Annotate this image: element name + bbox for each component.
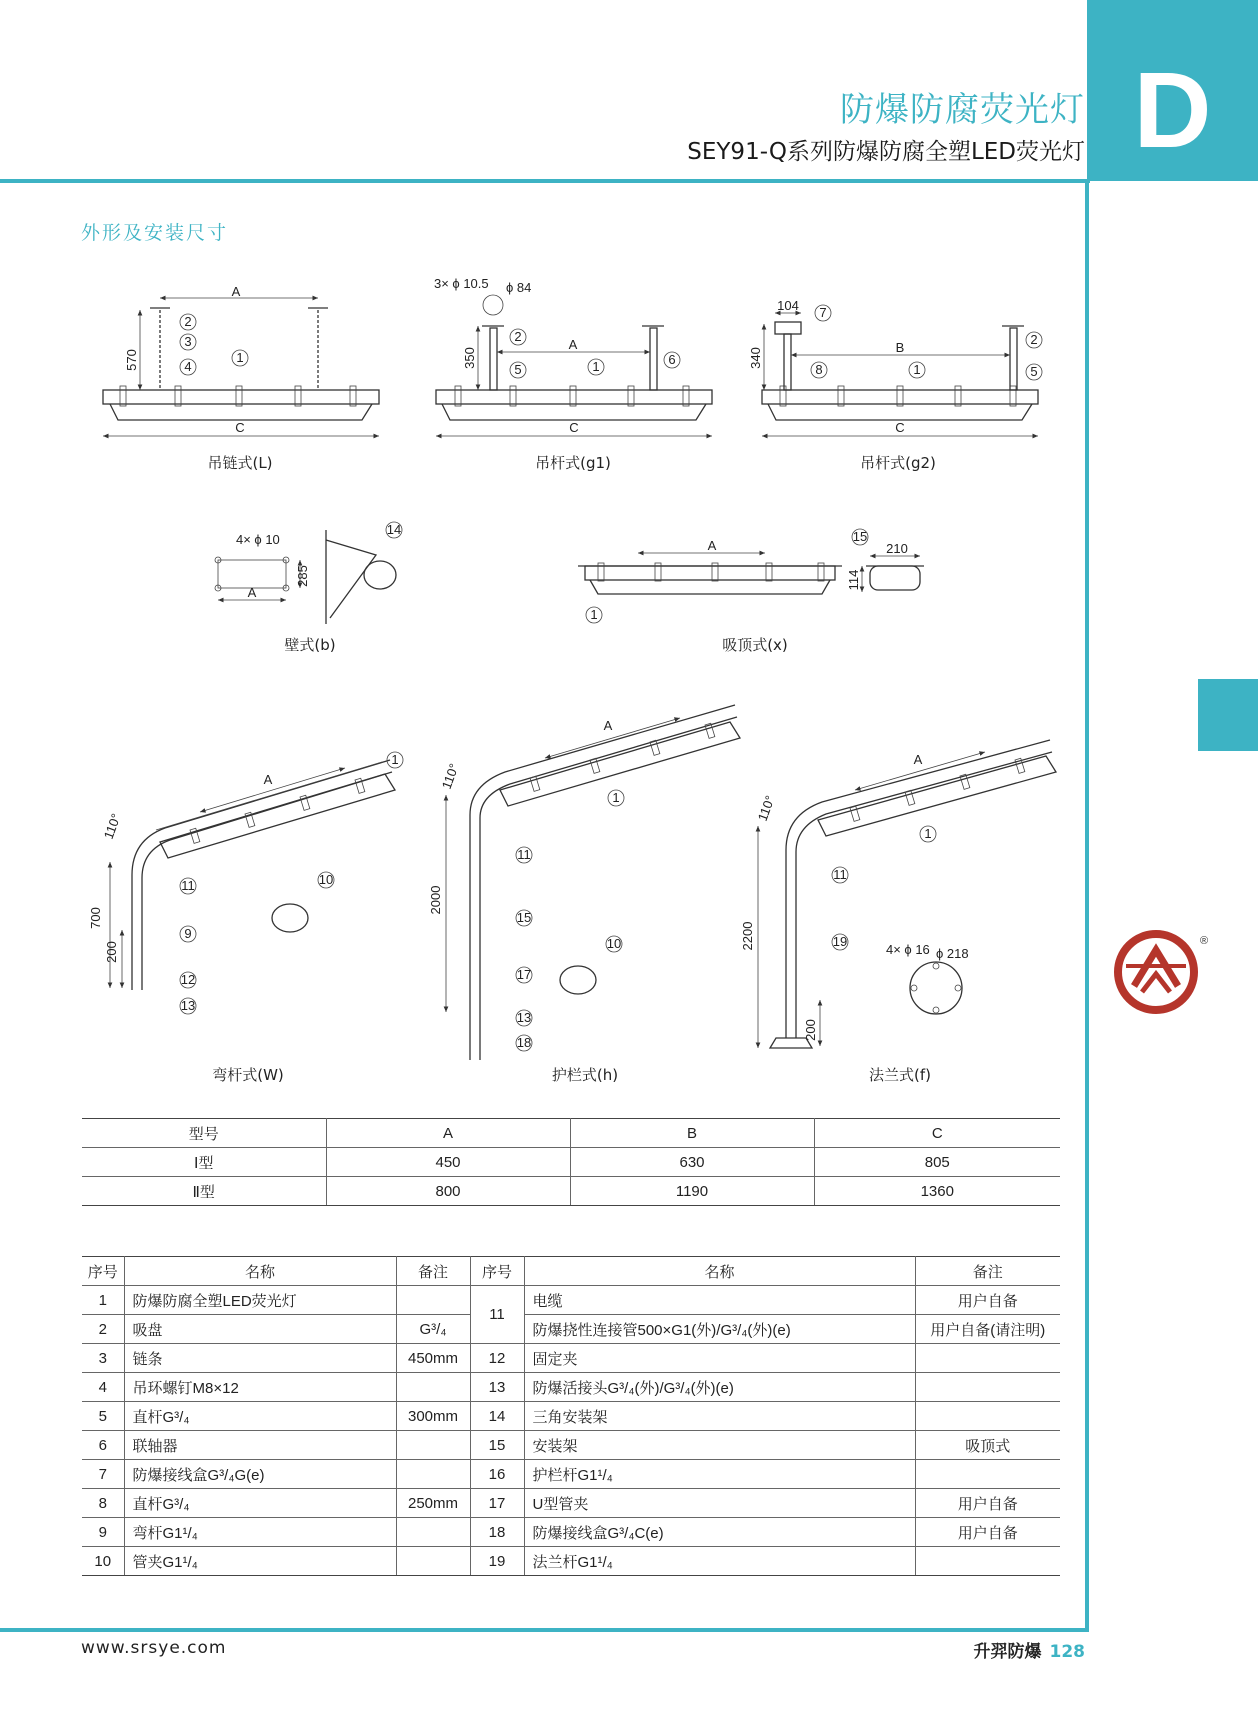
fig-w-callout-11: 11 <box>181 878 195 893</box>
fig-f-angle: 110° <box>754 793 778 824</box>
fig-l-caption: 吊链式(L) <box>207 454 273 472</box>
fig-l-dim-a: A <box>231 284 241 299</box>
dim-cell: Ⅱ型 <box>82 1177 326 1206</box>
fig-g1-callout-1: 1 <box>592 359 600 374</box>
part-note <box>396 1373 470 1402</box>
part-note: 用户自备 <box>915 1489 1060 1518</box>
table-row <box>82 1431 1060 1460</box>
fig-b-holes: 4× ϕ 10 <box>236 532 280 547</box>
part-note: G³/₄ <box>396 1315 470 1344</box>
part-note <box>915 1547 1060 1576</box>
part-no: 4 <box>82 1373 124 1402</box>
table-row <box>82 1402 1060 1431</box>
part-note <box>915 1344 1060 1373</box>
table-row <box>82 1177 1060 1206</box>
footer-url[interactable]: www.srsye.com <box>81 1638 227 1658</box>
fig-f-callout-1: 1 <box>924 826 932 841</box>
fig-w-h1: 700 <box>88 907 103 929</box>
part-no: 7 <box>82 1460 124 1489</box>
fig-g1-callout-5: 5 <box>514 362 522 377</box>
part-note <box>915 1460 1060 1489</box>
fig-x-callout-15: 15 <box>852 529 868 544</box>
parts-header-note-2: 备注 <box>915 1257 1060 1286</box>
fig-g2-dim-b: B <box>895 340 905 355</box>
fig-h-callout-13: 13 <box>516 1010 532 1025</box>
table-row <box>82 1148 1060 1177</box>
part-note <box>396 1431 470 1460</box>
fig-l-callout-1: 1 <box>236 350 244 365</box>
dim-header-c: C <box>814 1119 1060 1148</box>
fig-g2-caption: 吊杆式(g2) <box>860 454 936 472</box>
fig-f-h2: 200 <box>803 1019 818 1041</box>
part-no: 10 <box>82 1547 124 1576</box>
fig-g1-caption: 吊杆式(g1) <box>535 454 611 472</box>
part-no: 2 <box>82 1315 124 1344</box>
part-name: 直杆G³/₄ <box>124 1489 396 1518</box>
fig-h-callout-15: 15 <box>516 910 532 925</box>
fig-g1-dia: ϕ 84 <box>506 280 532 295</box>
fig-g2-dim-c: C <box>895 420 905 435</box>
fig-w-callout-1: 1 <box>391 752 399 767</box>
fig-h-callout-10: 10 <box>606 936 622 951</box>
fig-g2-callout-1: 1 <box>913 362 921 377</box>
fig-f-callout-11: 11 <box>833 867 847 882</box>
dim-header-b: B <box>570 1119 814 1148</box>
part-name: 安装架 <box>524 1431 915 1460</box>
dimension-table <box>82 1118 1060 1206</box>
dim-cell: 1360 <box>814 1177 1060 1206</box>
figure-chain-mount <box>103 284 379 472</box>
parts-header-note: 备注 <box>396 1257 470 1286</box>
fig-w-angle: 110° <box>100 811 124 842</box>
section-letter: D <box>1133 49 1212 170</box>
part-note: 250mm <box>396 1489 470 1518</box>
figure-bent-pole-mount <box>88 752 403 1084</box>
part-no: 6 <box>82 1431 124 1460</box>
fig-g1-callout-6: 6 <box>668 352 676 367</box>
part-name: 固定夹 <box>524 1344 915 1373</box>
fig-b-dim-a: A <box>247 585 257 600</box>
fig-w-h2: 200 <box>104 941 119 963</box>
part-name: 链条 <box>124 1344 396 1373</box>
fig-x-height: 114 <box>846 569 861 591</box>
fig-g1-callout-2: 2 <box>514 329 522 344</box>
fig-w-callout-12: 12 <box>180 972 196 987</box>
dim-cell: Ⅰ型 <box>82 1148 326 1177</box>
dim-header-model: 型号 <box>82 1119 326 1148</box>
part-name: 管夹G1¹/₄ <box>124 1547 396 1576</box>
part-no: 8 <box>82 1489 124 1518</box>
fig-f-h1: 2200 <box>740 921 755 951</box>
part-note: 300mm <box>396 1402 470 1431</box>
part-name: 防爆挠性连接管500×G1(外)/G³/₄(外)(e) <box>524 1315 915 1344</box>
fig-w-callout-9: 9 <box>184 926 192 941</box>
page-title: 防爆防腐荧光灯 <box>840 90 1085 130</box>
part-no: 5 <box>82 1402 124 1431</box>
footer-brand-name: 升羿防爆 <box>973 1642 1042 1662</box>
part-name: 联轴器 <box>124 1431 396 1460</box>
fig-x-width: 210 <box>886 541 908 556</box>
fig-h-callout-18: 18 <box>516 1035 532 1050</box>
part-name: U型管夹 <box>524 1489 915 1518</box>
fig-x-dim-a: A <box>707 538 717 553</box>
table-row <box>82 1315 1060 1344</box>
part-note: 450mm <box>396 1344 470 1373</box>
part-no: 12 <box>470 1344 524 1373</box>
part-name: 吸盘 <box>124 1315 396 1344</box>
figure-rod-mount-g2 <box>748 298 1042 472</box>
part-no: 13 <box>470 1373 524 1402</box>
part-note <box>396 1286 470 1315</box>
table-row <box>82 1373 1060 1402</box>
svg-text:®: ® <box>1200 935 1209 947</box>
fig-f-dia: ϕ 218 <box>936 946 969 961</box>
parts-header-no-2: 序号 <box>470 1257 524 1286</box>
fig-g2-width: 104 <box>777 298 799 313</box>
table-row <box>82 1547 1060 1576</box>
parts-table <box>82 1256 1060 1576</box>
part-name: 防爆接线盒G³/₄G(e) <box>124 1460 396 1489</box>
part-name: 电缆 <box>524 1286 915 1315</box>
fig-f-callout-19: 19 <box>832 934 848 949</box>
part-note <box>396 1460 470 1489</box>
fig-w-callout-13: 13 <box>180 998 196 1013</box>
fig-w-dim-a: A <box>263 772 273 787</box>
part-no: 17 <box>470 1489 524 1518</box>
fig-h-caption: 护栏式(h) <box>551 1066 619 1084</box>
part-note <box>915 1402 1060 1431</box>
fig-h-h1: 2000 <box>428 885 443 915</box>
fig-x-caption: 吸顶式(x) <box>722 636 788 654</box>
fig-l-callout-4: 4 <box>184 359 192 374</box>
fig-l-dim-c: C <box>235 420 245 435</box>
part-name: 三角安装架 <box>524 1402 915 1431</box>
page-number: 128 <box>1049 1642 1085 1662</box>
figure-flange-mount <box>740 740 1056 1084</box>
part-no: 16 <box>470 1460 524 1489</box>
brand-logo <box>1118 934 1208 1010</box>
part-name: 法兰杆G1¹/₄ <box>524 1547 915 1576</box>
part-name: 防爆接线盒G³/₄C(e) <box>524 1518 915 1547</box>
part-note: 吸顶式 <box>915 1431 1060 1460</box>
table-row <box>82 1286 1060 1315</box>
fig-g2-callout-2: 2 <box>1030 332 1038 347</box>
fig-f-dim-a: A <box>913 752 923 767</box>
part-no: 15 <box>470 1431 524 1460</box>
fig-b-caption: 壁式(b) <box>284 636 336 654</box>
dim-cell: 1190 <box>570 1177 814 1206</box>
dim-cell: 805 <box>814 1148 1060 1177</box>
fig-b-height: 285 <box>295 565 310 587</box>
footer-brand <box>974 1637 1086 1662</box>
part-no: 18 <box>470 1518 524 1547</box>
parts-header-name: 名称 <box>124 1257 396 1286</box>
fig-b-callout-14: 14 <box>386 522 402 537</box>
dim-cell: 450 <box>326 1148 570 1177</box>
part-no: 19 <box>470 1547 524 1576</box>
part-name: 防爆防腐全塑LED荧光灯 <box>124 1286 396 1315</box>
part-name: 弯杆G1¹/₄ <box>124 1518 396 1547</box>
table-row <box>82 1489 1060 1518</box>
figure-rod-mount-g1 <box>434 276 712 472</box>
fig-w-caption: 弯杆式(W) <box>212 1066 284 1084</box>
fig-f-caption: 法兰式(f) <box>869 1066 931 1084</box>
table-row <box>82 1518 1060 1547</box>
fig-w-callout-10: 10 <box>318 872 334 887</box>
figure-ceiling-mount <box>578 529 924 654</box>
fig-g1-height: 350 <box>462 347 477 369</box>
fig-g2-callout-5: 5 <box>1030 364 1038 379</box>
part-name: 防爆活接头G³/₄(外)/G³/₄(外)(e) <box>524 1373 915 1402</box>
part-note <box>915 1373 1060 1402</box>
part-note <box>396 1547 470 1576</box>
fig-h-callout-17: 17 <box>516 967 532 982</box>
figure-guardrail-mount <box>428 705 740 1084</box>
fig-l-callout-2: 2 <box>184 314 192 329</box>
fig-h-angle: 110° <box>438 761 462 792</box>
dim-cell: 630 <box>570 1148 814 1177</box>
dim-header-a: A <box>326 1119 570 1148</box>
fig-x-callout-1: 1 <box>590 607 598 622</box>
section-title: 外形及安装尺寸 <box>81 222 229 244</box>
parts-header-name-2: 名称 <box>524 1257 915 1286</box>
part-note <box>396 1518 470 1547</box>
fig-h-callout-11: 11 <box>517 847 531 862</box>
part-no: 3 <box>82 1344 124 1373</box>
dim-cell: 800 <box>326 1177 570 1206</box>
fig-h-dim-a: A <box>603 718 613 733</box>
part-note: 用户自备 <box>915 1518 1060 1547</box>
parts-header-no: 序号 <box>82 1257 124 1286</box>
table-row <box>82 1344 1060 1373</box>
part-no: 14 <box>470 1402 524 1431</box>
fig-g2-callout-7: 7 <box>819 305 827 320</box>
part-name: 吊环螺钉M8×12 <box>124 1373 396 1402</box>
fig-h-callout-1: 1 <box>612 790 620 805</box>
part-name: 直杆G³/₄ <box>124 1402 396 1431</box>
part-note: 用户自备 <box>915 1286 1060 1315</box>
part-name: 护栏杆G1¹/₄ <box>524 1460 915 1489</box>
fig-f-holes: 4× ϕ 16 <box>886 942 930 957</box>
fig-g1-dim-a: A <box>568 337 578 352</box>
page-subtitle: SEY91-Q系列防爆防腐全塑LED荧光灯 <box>687 139 1085 165</box>
fig-g2-height: 340 <box>748 347 763 369</box>
part-note: 用户自备(请注明) <box>915 1315 1060 1344</box>
part-no: 11 <box>470 1286 524 1344</box>
part-no: 1 <box>82 1286 124 1315</box>
fig-g2-callout-8: 8 <box>815 362 823 377</box>
figure-wall-mount <box>215 522 402 654</box>
fig-g1-dim-c: C <box>569 420 579 435</box>
fig-l-callout-3: 3 <box>184 334 192 349</box>
fig-g1-plate: 3× ϕ 10.5 <box>434 276 489 291</box>
part-no: 9 <box>82 1518 124 1547</box>
fig-l-height: 570 <box>124 349 139 371</box>
table-row <box>82 1460 1060 1489</box>
